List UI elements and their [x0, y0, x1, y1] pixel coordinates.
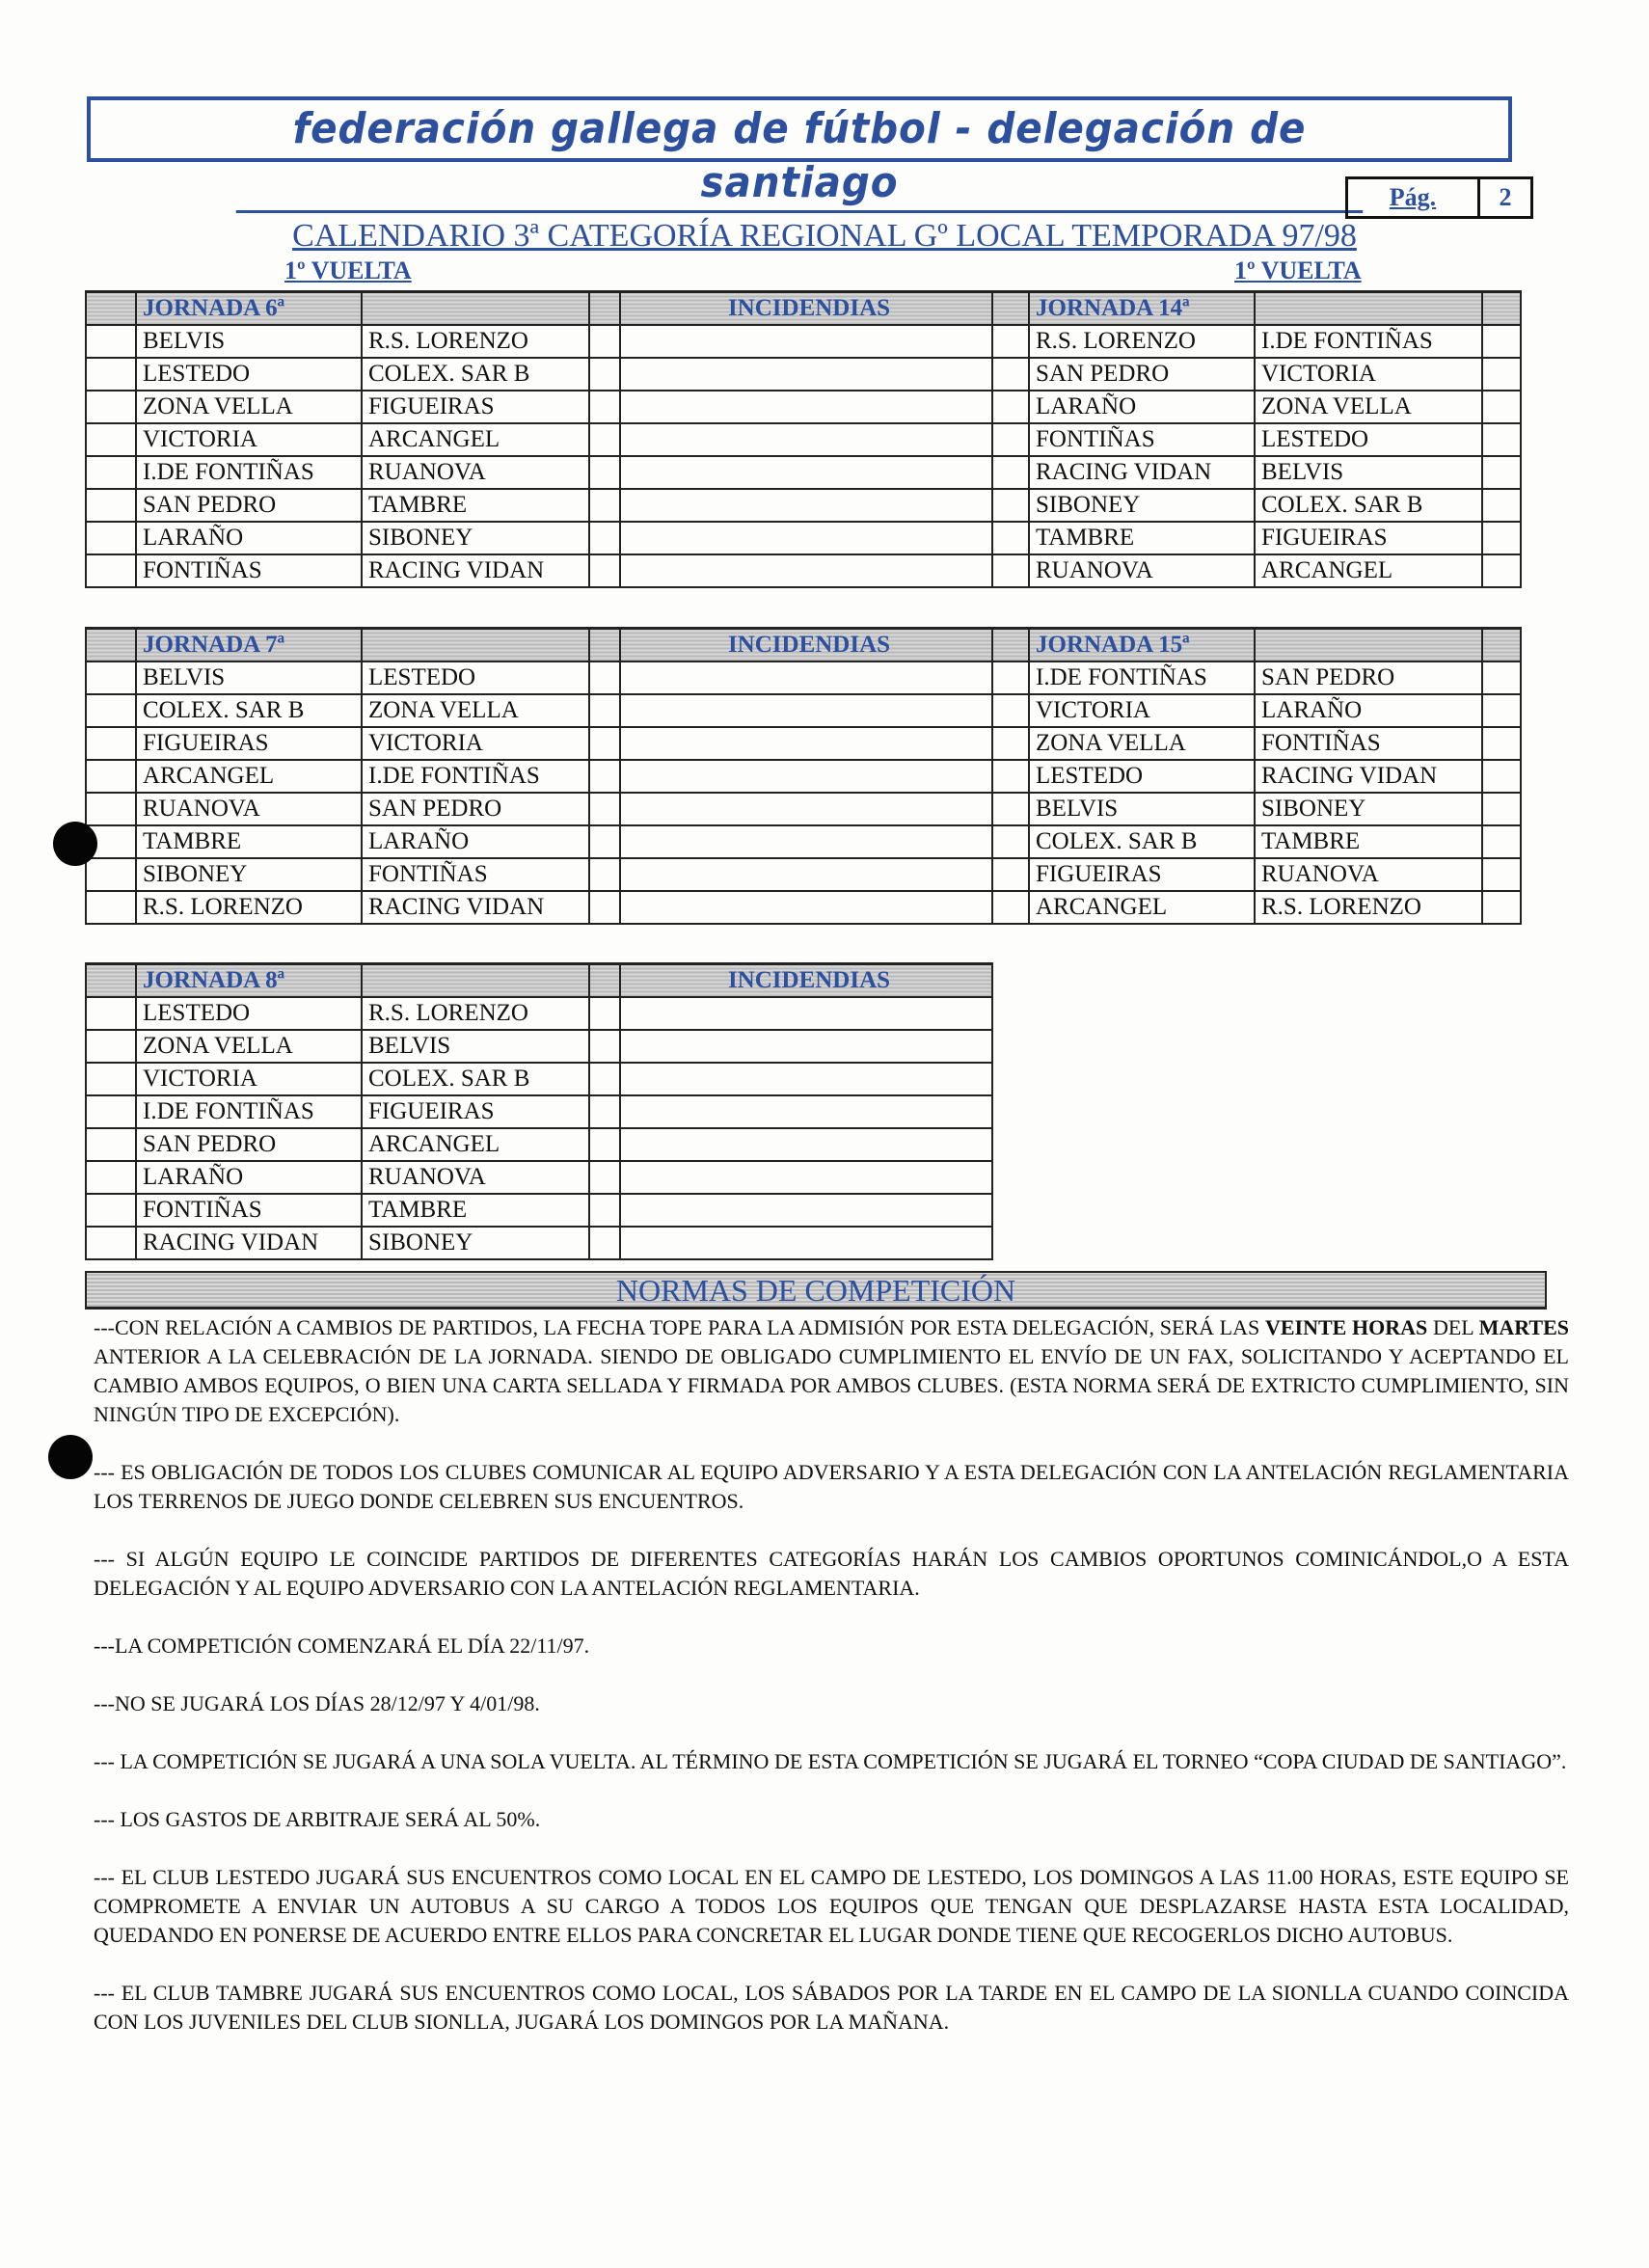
result-cell	[589, 858, 620, 891]
away-team: RUANOVA	[362, 1161, 589, 1194]
header-blank	[362, 292, 589, 326]
banner-title: federación gallega de fútbol - delegación de santiago	[236, 102, 1363, 213]
row-blank	[992, 825, 1029, 858]
rule-paragraph	[94, 1805, 1569, 1834]
result-cell	[589, 662, 620, 694]
row-blank	[86, 391, 136, 423]
rule-text: ---CON RELACIÓN A CAMBIOS DE PARTIDOS, LA FECHA TOPE PARA LA ADMISIÓN POR ESTA DELEGACIÓN, SERÁ LAS	[94, 1315, 1265, 1339]
home-team: VICTORIA	[1029, 694, 1255, 727]
rule-paragraph	[94, 1632, 1569, 1660]
result-cell	[1482, 825, 1521, 858]
rule-text: ---LA COMPETICIÓN COMENZARÁ EL DÍA 22/11/97.	[94, 1634, 590, 1658]
result-cell	[589, 325, 620, 358]
home-team: ZONA VELLA	[136, 1030, 362, 1063]
match-row	[86, 760, 1521, 793]
match-row	[86, 997, 992, 1030]
row-blank	[86, 522, 136, 554]
home-team: FONTIÑAS	[136, 554, 362, 587]
match-row	[86, 423, 1521, 456]
match-row	[86, 1095, 992, 1128]
away-team: I.DE FONTIÑAS	[362, 760, 589, 793]
match-row	[86, 489, 1521, 522]
home-team: VICTORIA	[136, 423, 362, 456]
home-team: COLEX. SAR B	[136, 694, 362, 727]
away-team: FIGUEIRAS	[362, 1095, 589, 1128]
result-cell	[589, 456, 620, 489]
result-cell	[589, 1194, 620, 1227]
page-number-box	[1345, 176, 1533, 219]
result-cell	[589, 522, 620, 554]
rule-text: ---NO SE JUGARÁ LOS DÍAS 28/12/97 Y 4/01/98.	[94, 1691, 540, 1715]
away-team: SAN PEDRO	[362, 793, 589, 825]
result-cell	[1482, 391, 1521, 423]
rule-paragraph	[94, 1979, 1569, 2037]
page-title: CALENDARIO 3ª CATEGORÍA REGIONAL Gº LOCAL TEMPORADA 97/98	[292, 218, 1357, 254]
page-number: 2	[1499, 183, 1512, 211]
home-team: ZONA VELLA	[136, 391, 362, 423]
jornada-table	[85, 290, 1522, 588]
home-team: LESTEDO	[1029, 760, 1255, 793]
home-team: LARAÑO	[136, 1161, 362, 1194]
header-blank	[1482, 629, 1521, 662]
home-team: LARAÑO	[1029, 391, 1255, 423]
rule-text: DEL	[1427, 1315, 1479, 1339]
row-blank	[86, 1030, 136, 1063]
row-blank	[992, 358, 1029, 391]
away-team: R.S. LORENZO	[1255, 891, 1482, 924]
away-team: RUANOVA	[1255, 858, 1482, 891]
result-cell	[1482, 358, 1521, 391]
incidencias-cell	[620, 391, 992, 423]
result-cell	[589, 423, 620, 456]
home-team: LESTEDO	[136, 358, 362, 391]
home-team: TAMBRE	[136, 825, 362, 858]
away-team: VICTORIA	[1255, 358, 1482, 391]
header-blank	[992, 292, 1029, 326]
away-team: BELVIS	[1255, 456, 1482, 489]
home-team: TAMBRE	[1029, 522, 1255, 554]
match-row	[86, 1227, 992, 1259]
away-team: TAMBRE	[1255, 825, 1482, 858]
punch-hole-mark	[48, 1435, 93, 1479]
incidencias-cell	[620, 793, 992, 825]
row-blank	[992, 858, 1029, 891]
incidencias-cell	[620, 1128, 992, 1161]
away-team: SIBONEY	[1255, 793, 1482, 825]
home-team: BELVIS	[136, 325, 362, 358]
home-team: SAN PEDRO	[1029, 358, 1255, 391]
match-row	[86, 325, 1521, 358]
normas-header: NORMAS DE COMPETICIÓN	[85, 1271, 1547, 1310]
result-cell	[589, 727, 620, 760]
home-team: LESTEDO	[136, 997, 362, 1030]
away-team: FIGUEIRAS	[1255, 522, 1482, 554]
row-blank	[86, 1227, 136, 1259]
incidencias-cell	[620, 1063, 992, 1095]
table-header-row	[86, 629, 1521, 662]
away-team: LESTEDO	[362, 662, 589, 694]
home-team: I.DE FONTIÑAS	[136, 1095, 362, 1128]
header-blank	[362, 964, 589, 998]
incidencias-cell	[620, 662, 992, 694]
result-cell	[1482, 662, 1521, 694]
match-row	[86, 1128, 992, 1161]
result-cell	[589, 358, 620, 391]
row-blank	[86, 1161, 136, 1194]
home-team: FIGUEIRAS	[136, 727, 362, 760]
incidencias-cell	[620, 423, 992, 456]
away-team: LESTEDO	[1255, 423, 1482, 456]
incidencias-header: INCIDENDIAS	[620, 292, 992, 326]
header-blank	[589, 964, 620, 998]
home-team: SAN PEDRO	[136, 489, 362, 522]
result-cell	[1482, 694, 1521, 727]
incidencias-cell	[620, 358, 992, 391]
row-blank	[992, 727, 1029, 760]
row-blank	[86, 325, 136, 358]
result-cell	[589, 1030, 620, 1063]
result-cell	[589, 1161, 620, 1194]
page-label: Pág.	[1348, 179, 1480, 216]
away-team: COLEX. SAR B	[1255, 489, 1482, 522]
home-team: SAN PEDRO	[136, 1128, 362, 1161]
row-blank	[86, 423, 136, 456]
rule-paragraph	[94, 1689, 1569, 1718]
header-blank	[86, 629, 136, 662]
match-row	[86, 727, 1521, 760]
header-blank	[1482, 292, 1521, 326]
header-blank	[362, 629, 589, 662]
row-blank	[86, 456, 136, 489]
away-team: SAN PEDRO	[1255, 662, 1482, 694]
incidencias-cell	[620, 489, 992, 522]
away-team: RACING VIDAN	[362, 891, 589, 924]
incidencias-cell	[620, 325, 992, 358]
home-team: RUANOVA	[1029, 554, 1255, 587]
header-blank	[992, 629, 1029, 662]
result-cell	[1482, 554, 1521, 587]
away-team: R.S. LORENZO	[362, 997, 589, 1030]
jornada-table	[85, 962, 993, 1260]
result-cell	[589, 1095, 620, 1128]
match-row	[86, 1194, 992, 1227]
home-team: VICTORIA	[136, 1063, 362, 1095]
result-cell	[1482, 456, 1521, 489]
result-cell	[589, 793, 620, 825]
row-blank	[86, 1194, 136, 1227]
incidencias-cell	[620, 456, 992, 489]
home-team: RACING VIDAN	[136, 1227, 362, 1259]
incidencias-cell	[620, 727, 992, 760]
away-team: FONTIÑAS	[1255, 727, 1482, 760]
rule-paragraph	[94, 1545, 1569, 1603]
result-cell	[1482, 489, 1521, 522]
home-team: BELVIS	[136, 662, 362, 694]
away-team: BELVIS	[362, 1030, 589, 1063]
away-team: SIBONEY	[362, 1227, 589, 1259]
home-team: ARCANGEL	[1029, 891, 1255, 924]
incidencias-cell	[620, 1227, 992, 1259]
row-blank	[992, 456, 1029, 489]
header-blank	[1255, 292, 1482, 326]
rule-paragraph	[94, 1747, 1569, 1776]
row-blank	[86, 694, 136, 727]
row-blank	[992, 489, 1029, 522]
row-blank	[992, 554, 1029, 587]
row-blank	[86, 760, 136, 793]
home-team: SIBONEY	[1029, 489, 1255, 522]
incidencias-cell	[620, 1194, 992, 1227]
incidencias-cell	[620, 760, 992, 793]
row-blank	[992, 694, 1029, 727]
rule-text: --- ES OBLIGACIÓN DE TODOS LOS CLUBES COMUNICAR AL EQUIPO ADVERSARIO Y A ESTA DELEGACIÓN CON LA ANTELACIÓN REGLAMENTARIA LOS TERRENOS DE JUEGO DONDE CELEBREN SUS ENCUENTROS.	[94, 1460, 1569, 1513]
incidencias-cell	[620, 1161, 992, 1194]
row-blank	[86, 1063, 136, 1095]
incidencias-cell	[620, 825, 992, 858]
home-team: RUANOVA	[136, 793, 362, 825]
jornada-table	[85, 627, 1522, 925]
home-team: I.DE FONTIÑAS	[136, 456, 362, 489]
match-row	[86, 1030, 992, 1063]
away-team: LARAÑO	[362, 825, 589, 858]
match-row	[86, 662, 1521, 694]
away-team: LARAÑO	[1255, 694, 1482, 727]
row-blank	[992, 793, 1029, 825]
header-blank	[86, 292, 136, 326]
jornada-title: JORNADA 8ª	[136, 964, 362, 998]
row-blank	[992, 423, 1029, 456]
match-row	[86, 1063, 992, 1095]
header-blank	[589, 629, 620, 662]
result-cell	[1482, 325, 1521, 358]
home-team: ZONA VELLA	[1029, 727, 1255, 760]
away-team: ZONA VELLA	[1255, 391, 1482, 423]
row-blank	[86, 662, 136, 694]
match-row	[86, 694, 1521, 727]
result-cell	[1482, 522, 1521, 554]
home-team: FONTIÑAS	[1029, 423, 1255, 456]
away-team: FIGUEIRAS	[362, 391, 589, 423]
away-team: ZONA VELLA	[362, 694, 589, 727]
punch-hole-mark	[53, 822, 97, 866]
away-team: TAMBRE	[362, 489, 589, 522]
rule-text: --- SI ALGÚN EQUIPO LE COINCIDE PARTIDOS DE DIFERENTES CATEGORÍAS HARÁN LOS CAMBIOS OPORTUNOS COMINICÁNDOL,O A ESTA DELEGACIÓN Y AL EQUIPO ADVERSARIO CON LA ANTELACIÓN REGLAMENTARIA.	[94, 1547, 1569, 1600]
home-team: FONTIÑAS	[136, 1194, 362, 1227]
vuelta-right: 1º VUELTA	[1234, 256, 1362, 284]
result-cell	[589, 1227, 620, 1259]
home-team: I.DE FONTIÑAS	[1029, 662, 1255, 694]
match-row	[86, 825, 1521, 858]
header-blank	[86, 964, 136, 998]
result-cell	[589, 694, 620, 727]
match-row	[86, 554, 1521, 587]
row-blank	[86, 489, 136, 522]
result-cell	[589, 760, 620, 793]
incidencias-header: INCIDENDIAS	[620, 629, 992, 662]
away-team: ARCANGEL	[362, 1128, 589, 1161]
row-blank	[992, 391, 1029, 423]
home-team: RACING VIDAN	[1029, 456, 1255, 489]
rule-text: --- LOS GASTOS DE ARBITRAJE SERÁ AL 50%.	[94, 1807, 541, 1831]
incidencias-cell	[620, 1030, 992, 1063]
row-blank	[86, 554, 136, 587]
match-row	[86, 858, 1521, 891]
away-team: TAMBRE	[362, 1194, 589, 1227]
home-team: COLEX. SAR B	[1029, 825, 1255, 858]
result-cell	[1482, 858, 1521, 891]
match-row	[86, 1161, 992, 1194]
match-row	[86, 391, 1521, 423]
rules-text	[94, 1313, 1569, 2066]
result-cell	[589, 1128, 620, 1161]
incidencias-cell	[620, 891, 992, 924]
incidencias-cell	[620, 1095, 992, 1128]
row-blank	[992, 760, 1029, 793]
incidencias-cell	[620, 554, 992, 587]
row-blank	[992, 662, 1029, 694]
result-cell	[589, 891, 620, 924]
away-team: R.S. LORENZO	[362, 325, 589, 358]
incidencias-cell	[620, 694, 992, 727]
vuelta-left: 1º VUELTA	[284, 256, 412, 284]
row-blank	[992, 522, 1029, 554]
result-cell	[1482, 760, 1521, 793]
home-team: R.S. LORENZO	[136, 891, 362, 924]
result-cell	[1482, 891, 1521, 924]
rule-emphasis: VEINTE HORAS	[1264, 1315, 1428, 1339]
row-blank	[992, 325, 1029, 358]
result-cell	[589, 489, 620, 522]
row-blank	[86, 358, 136, 391]
rule-text: --- EL CLUB LESTEDO JUGARÁ SUS ENCUENTROS COMO LOCAL EN EL CAMPO DE LESTEDO, LOS DOMINGOS A LAS 11.00 HORAS, ESTE EQUIPO SE COMPROMETE A ENVIAR UN AUTOBUS A SU CARGO A TODOS LOS EQUIPOS QUE TENGAN QUE DESPLAZARSE HASTA ESTA LOCALIDAD, QUEDANDO EN PONERSE DE ACUERDO ENTRE ELLOS PARA CONCRETAR EL LUGAR DONDE TIENE QUE RECOGERLOS DICHO AUTOBUS.	[94, 1865, 1569, 1947]
match-row	[86, 358, 1521, 391]
rule-text: ANTERIOR A LA CELEBRACIÓN DE LA JORNADA. SIENDO DE OBLIGADO CUMPLIMIENTO EL ENVÍO DE UN FAX, SOLICITANDO Y ACEPTANDO EL CAMBIO AMBOS EQUIPOS, O BIEN UNA CARTA SELLADA Y FIRMADA POR AMBOS CLUBES. (ESTA NORMA SERÁ DE EXTRICTO CUMPLIMIENTO, SIN NINGÚN TIPO DE EXCEPCIÓN).	[94, 1344, 1569, 1426]
match-row	[86, 456, 1521, 489]
header-blank	[1255, 629, 1482, 662]
result-cell	[589, 391, 620, 423]
away-team: RUANOVA	[362, 456, 589, 489]
row-blank	[86, 1128, 136, 1161]
away-team: COLEX. SAR B	[362, 358, 589, 391]
jornada-title: JORNADA 15ª	[1029, 629, 1255, 662]
result-cell	[589, 1063, 620, 1095]
row-blank	[86, 997, 136, 1030]
away-team: I.DE FONTIÑAS	[1255, 325, 1482, 358]
result-cell	[589, 825, 620, 858]
row-blank	[86, 1095, 136, 1128]
jornada-title: JORNADA 14ª	[1029, 292, 1255, 326]
rule-paragraph	[94, 1313, 1569, 1429]
home-team: R.S. LORENZO	[1029, 325, 1255, 358]
away-team: FONTIÑAS	[362, 858, 589, 891]
rule-paragraph	[94, 1458, 1569, 1516]
rule-paragraph	[94, 1863, 1569, 1950]
row-blank	[992, 891, 1029, 924]
home-team: ARCANGEL	[136, 760, 362, 793]
home-team: SIBONEY	[136, 858, 362, 891]
away-team: VICTORIA	[362, 727, 589, 760]
incidencias-header: INCIDENDIAS	[620, 964, 992, 998]
away-team: RACING VIDAN	[1255, 760, 1482, 793]
result-cell	[1482, 793, 1521, 825]
home-team: FIGUEIRAS	[1029, 858, 1255, 891]
jornada-title: JORNADA 6ª	[136, 292, 362, 326]
incidencias-cell	[620, 858, 992, 891]
result-cell	[1482, 727, 1521, 760]
header-blank	[589, 292, 620, 326]
table-header-row	[86, 292, 1521, 326]
rule-text: --- EL CLUB TAMBRE JUGARÁ SUS ENCUENTROS COMO LOCAL, LOS SÁBADOS POR LA TARDE EN EL CAMPO DE LA SIONLLA CUANDO COINCIDA CON LOS JUVENILES DEL CLUB SIONLLA, JUGARÁ LOS DOMINGOS POR LA MAÑANA.	[94, 1981, 1569, 2034]
away-team: RACING VIDAN	[362, 554, 589, 587]
incidencias-cell	[620, 997, 992, 1030]
match-row	[86, 891, 1521, 924]
row-blank	[86, 727, 136, 760]
away-team: COLEX. SAR B	[362, 1063, 589, 1095]
away-team: SIBONEY	[362, 522, 589, 554]
match-row	[86, 793, 1521, 825]
table-header-row	[86, 964, 992, 998]
jornada-title: JORNADA 7ª	[136, 629, 362, 662]
match-row	[86, 522, 1521, 554]
row-blank	[86, 891, 136, 924]
result-cell	[589, 554, 620, 587]
home-team: LARAÑO	[136, 522, 362, 554]
result-cell	[1482, 423, 1521, 456]
rule-text: --- LA COMPETICIÓN SE JUGARÁ A UNA SOLA VUELTA. AL TÉRMINO DE ESTA COMPETICIÓN SE JUGARÁ EL TORNEO “COPA CIUDAD DE SANTIAGO”.	[94, 1749, 1567, 1773]
result-cell	[589, 997, 620, 1030]
away-team: ARCANGEL	[1255, 554, 1482, 587]
row-blank	[86, 858, 136, 891]
rule-emphasis: MARTES	[1478, 1315, 1569, 1339]
away-team: ARCANGEL	[362, 423, 589, 456]
home-team: BELVIS	[1029, 793, 1255, 825]
incidencias-cell	[620, 522, 992, 554]
row-blank	[86, 793, 136, 825]
